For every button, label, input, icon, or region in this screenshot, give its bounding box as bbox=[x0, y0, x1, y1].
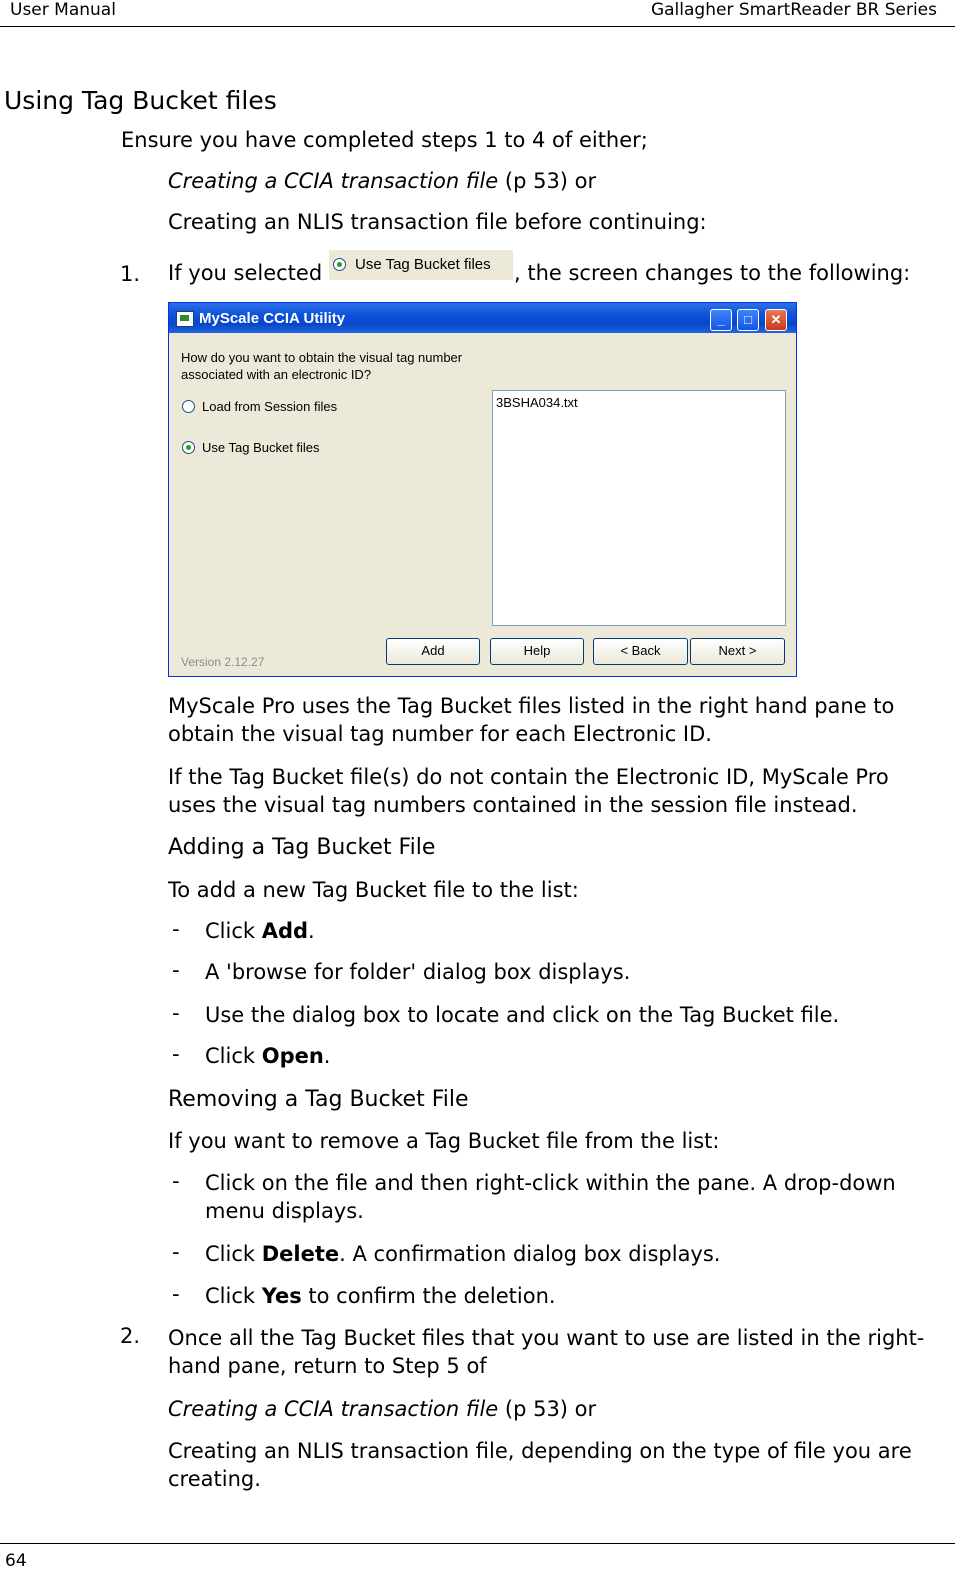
adding-item-3: Use the dialog box to locate and click on the Tag Bucket file. bbox=[205, 1003, 840, 1027]
item-text: Click bbox=[205, 1242, 262, 1266]
back-button[interactable]: < Back bbox=[593, 638, 688, 665]
removing-heading: Removing a Tag Bucket File bbox=[168, 1087, 469, 1112]
removing-item-3 bbox=[205, 1282, 556, 1310]
adding-heading: Adding a Tag Bucket File bbox=[168, 835, 436, 860]
dash: - bbox=[172, 1240, 180, 1264]
step-2-ref-ccia bbox=[168, 1395, 596, 1423]
version-label: Version 2.12.27 bbox=[181, 655, 265, 669]
radio-tag-bucket-files[interactable] bbox=[182, 441, 195, 454]
myscale-dialog bbox=[168, 302, 797, 677]
adding-item-2: A 'browse for folder' dialog box displays. bbox=[205, 960, 631, 984]
dialog-question-line2: associated with an electronic ID? bbox=[181, 367, 372, 382]
item-post: . bbox=[323, 1044, 331, 1068]
app-icon bbox=[176, 311, 194, 327]
radio-selected-icon bbox=[333, 258, 346, 271]
removing-item-2 bbox=[205, 1240, 720, 1268]
minimize-button[interactable]: _ bbox=[710, 309, 732, 331]
adding-item-4 bbox=[205, 1042, 330, 1070]
tag-bucket-file-list[interactable] bbox=[492, 390, 786, 626]
dialog-title: MyScale CCIA Utility bbox=[199, 310, 346, 327]
maximize-button[interactable]: □ bbox=[737, 309, 759, 331]
close-button[interactable]: ✕ bbox=[765, 309, 787, 331]
section-title: Using Tag Bucket files bbox=[4, 86, 277, 115]
ref-ccia-tail: (p 53) or bbox=[498, 169, 597, 193]
step-1-after: , the screen changes to the following: bbox=[514, 261, 911, 285]
radio-tag-bucket-files-label[interactable]: Use Tag Bucket files bbox=[202, 440, 320, 455]
intro-text: Ensure you have completed steps 1 to 4 of either; bbox=[121, 128, 648, 152]
dash: - bbox=[172, 1042, 180, 1066]
step-1-number: 1. bbox=[120, 262, 141, 286]
item-post: . bbox=[308, 919, 315, 943]
next-button[interactable]: Next > bbox=[690, 638, 785, 665]
item-text: Click bbox=[205, 919, 262, 943]
help-button[interactable]: Help bbox=[490, 638, 584, 665]
item-bold: Yes bbox=[261, 1284, 302, 1308]
dash: - bbox=[172, 917, 180, 941]
radio-session-files-label[interactable]: Load from Session files bbox=[202, 399, 338, 414]
removing-intro: If you want to remove a Tag Bucket file from the list: bbox=[168, 1129, 720, 1153]
ref-ccia-link[interactable]: Creating a CCIA transaction file bbox=[168, 169, 499, 193]
adding-item-1 bbox=[205, 917, 315, 945]
item-text: Click bbox=[205, 1044, 262, 1068]
add-button[interactable]: Add bbox=[386, 638, 480, 665]
list-item[interactable]: 3BSHA034.txt bbox=[496, 395, 578, 410]
inline-radio-label: Use Tag Bucket files bbox=[355, 256, 491, 273]
dash: - bbox=[172, 1001, 180, 1025]
dialog-titlebar bbox=[169, 303, 796, 333]
removing-item-1: Click on the file and then right-click within the pane. A drop-down menu displays. bbox=[205, 1171, 896, 1223]
item-bold: Add bbox=[261, 919, 309, 943]
step-2-ref-ccia-tail: (p 53) or bbox=[498, 1397, 597, 1421]
para-tag-bucket-usage: MyScale Pro uses the Tag Bucket files listed in the right hand pane to obtain the visual tag number for each Electronic ID. bbox=[168, 694, 895, 746]
step-2-ref-nlis: Creating an NLIS transaction file, depending on the type of file you are creating. bbox=[168, 1439, 912, 1491]
step-2-number: 2. bbox=[120, 1324, 141, 1348]
page-number: 64 bbox=[5, 1551, 27, 1571]
para-session-fallback: If the Tag Bucket file(s) do not contain the Electronic ID, MyScale Pro uses the visual tag numbers contained in the session file instead. bbox=[168, 765, 889, 817]
dash: - bbox=[172, 958, 180, 982]
footer-rule bbox=[0, 1543, 955, 1544]
header-rule bbox=[0, 26, 955, 27]
adding-intro: To add a new Tag Bucket file to the list: bbox=[168, 878, 579, 902]
item-bold: Open bbox=[261, 1044, 324, 1068]
dialog-question-line1: How do you want to obtain the visual tag number bbox=[181, 350, 463, 365]
header-left: User Manual bbox=[10, 0, 116, 20]
item-bold: Delete bbox=[261, 1242, 340, 1266]
radio-session-files[interactable] bbox=[182, 400, 195, 413]
item-post: . A confirmation dialog box displays. bbox=[339, 1242, 721, 1266]
item-text: Click bbox=[205, 1284, 262, 1308]
step-1-before: If you selected bbox=[168, 261, 323, 285]
ref-nlis: Creating an NLIS transaction file before continuing: bbox=[168, 210, 707, 234]
step-2-text: Once all the Tag Bucket files that you want to use are listed in the right-hand pane, return to Step 5 of bbox=[168, 1326, 925, 1378]
inline-radio-image bbox=[329, 250, 513, 280]
item-post: to confirm the deletion. bbox=[301, 1284, 556, 1308]
header-right: Gallagher SmartReader BR Series bbox=[650, 0, 937, 20]
dash: - bbox=[172, 1282, 180, 1306]
dash: - bbox=[172, 1169, 180, 1193]
ref-ccia bbox=[168, 167, 596, 195]
step-2-ref-ccia-link[interactable]: Creating a CCIA transaction file bbox=[168, 1397, 499, 1421]
